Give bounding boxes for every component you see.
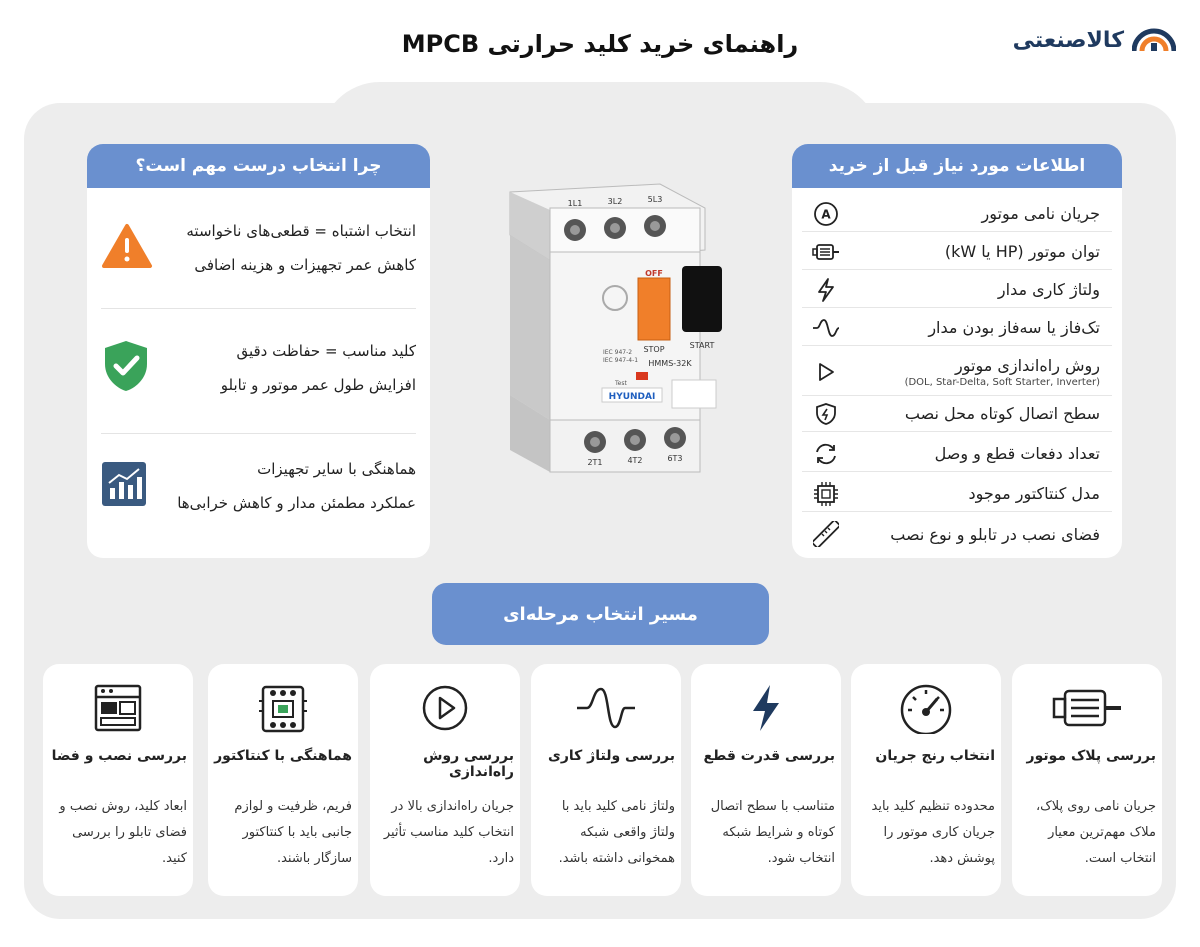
step-title: بررسی پلاک موتور [1026,748,1156,764]
sine-wave-icon [812,314,840,342]
info-label: تک‌فاز یا سه‌فاز بودن مدار [928,318,1100,337]
chart-icon [101,461,147,511]
info-row-voltage [802,272,1112,308]
divider [101,433,416,434]
step-title: انتخاب رنج جریان [875,748,995,764]
why-line: کاهش عمر تجهیزات و هزینه اضافی [194,256,416,274]
lightning-icon [812,276,840,304]
steps-heading: مسیر انتخاب مرحله‌ای [432,583,769,645]
step-desc: محدوده تنظیم کلید باید جریان کاری موتور را پوشش دهد. [871,799,995,866]
step-breaking-capacity [691,664,841,896]
info-row-contactor [802,476,1112,512]
gauge-icon [851,678,1001,738]
info-row-start-method [802,348,1112,396]
step-motor-plate [1012,664,1162,896]
info-label: ولتاژ کاری مدار [997,280,1100,299]
step-contactor-coordination [208,664,358,896]
cycle-icon [812,440,840,468]
required-info-heading: اطلاعات مورد نیاز قبل از خرید [792,144,1122,188]
why-item-wrong-choice [101,214,416,282]
info-row-short-circuit [802,396,1112,432]
logo-text: کالاصنعتی [1012,27,1124,53]
info-row-motor-current [802,196,1112,232]
test-label: Test [615,380,627,387]
logo[interactable] [976,20,1176,60]
info-label: فضای نصب در تابلو و نوع نصب [890,524,1100,544]
info-row-cycles [802,436,1112,472]
stop-label: STOP [643,345,665,354]
terminal-label: 3L2 [607,197,623,206]
model-label: HMMS-32K [648,359,692,368]
motor-icon [1012,678,1162,738]
shield-bolt-icon [812,400,840,428]
mpcb-product-image [490,180,730,480]
brand-label: HYUNDAI [608,392,656,402]
warning-icon [101,223,153,273]
why-important-heading: چرا انتخاب درست مهم است؟ [87,144,430,188]
play-icon [812,358,840,386]
step-desc: متناسب با سطح اتصال کوتاه و شرایط شبکه انتخاب شود. [710,799,835,866]
why-text [186,214,416,282]
info-label: تعداد دفعات قطع و وصل [934,444,1100,463]
chip-icon [812,480,840,508]
step-desc: ابعاد کلید، روش نصب و فضای تابلو را بررسی کنید. [59,799,187,866]
ruler-icon [812,520,840,548]
info-row-mounting-space [802,516,1112,552]
step-title: بررسی روش راه‌اندازی [423,748,514,780]
motor-icon [812,238,840,266]
play-icon [370,678,520,738]
why-line: هماهنگی با سایر تجهیزات [257,460,416,478]
step-operating-voltage [531,664,681,896]
panel-icon [43,678,193,738]
step-desc: جریان راه‌اندازی بالا در انتخاب کلید مناسب تأثیر دارد. [383,799,514,866]
why-line: انتخاب اشتباه = قطعی‌های ناخواسته [186,222,416,240]
info-label [905,356,1100,388]
why-line: افزایش طول عمر موتور و تابلو [220,376,416,394]
required-info-card [792,144,1122,558]
why-text [177,452,416,520]
info-label: سطح اتصال کوتاه محل نصب [904,404,1100,423]
step-desc: فریم، ظرفیت و لوازم جانبی باید با کنتاکتور سازگار باشند. [234,799,352,866]
step-title: بررسی نصب و فضا [51,748,187,764]
why-line: کلید مناسب = حفاظت دقیق [236,342,416,360]
logo-icon [1132,25,1176,55]
off-label: OFF [645,269,663,278]
why-item-right-choice [101,334,416,402]
info-label: جریان نامی موتور [981,204,1100,223]
ampere-icon [812,200,840,228]
why-line: عملکرد مطمئن مدار و کاهش خرابی‌ها [177,494,416,512]
step-title: بررسی ولتاژ کاری [548,748,675,764]
step-title: هماهنگی با کنتاکتور [214,748,352,764]
contactor-icon [208,678,358,738]
svg-text:A: A [821,207,831,221]
terminal-label: 1L1 [567,199,583,208]
info-label-main: روش راه‌اندازی موتور [955,355,1100,375]
step-title: بررسی قدرت قطع [703,748,835,764]
why-text [221,334,416,402]
step-start-method [370,664,520,896]
terminal-label: 4T2 [627,456,643,465]
step-current-range [851,664,1001,896]
terminal-label: 5L3 [647,195,663,204]
standard-label: IEC 947-2 [603,349,633,356]
terminal-label: 2T1 [587,458,603,467]
info-row-phase [802,310,1112,346]
info-label: مدل کنتاکتور موجود [968,484,1100,503]
step-desc: جریان نامی روی پلاک، ملاک مهم‌ترین معیار انتخاب است. [1035,799,1156,866]
page-title: راهنمای خرید کلید حرارتی MPCB [401,30,799,58]
sine-wave-icon [531,678,681,738]
start-label: START [689,341,715,350]
info-label-sub: (DOL, Star-Delta, Soft Starter, Inverter) [904,376,1100,388]
terminal-label: 6T3 [667,454,683,463]
info-label: توان موتور (HP یا kW) [944,242,1100,261]
why-item-coordination [101,452,416,520]
step-desc: ولتاژ نامی کلید باید با ولتاژ واقعی شبکه همخوانی داشته باشد. [558,799,675,866]
why-important-card [87,144,430,558]
info-row-motor-power [802,234,1112,270]
lightning-icon [691,678,841,738]
shield-check-icon [101,339,151,397]
step-installation-space [43,664,193,896]
standard-label: IEC 947-4-1 [603,357,639,364]
divider [101,308,416,309]
